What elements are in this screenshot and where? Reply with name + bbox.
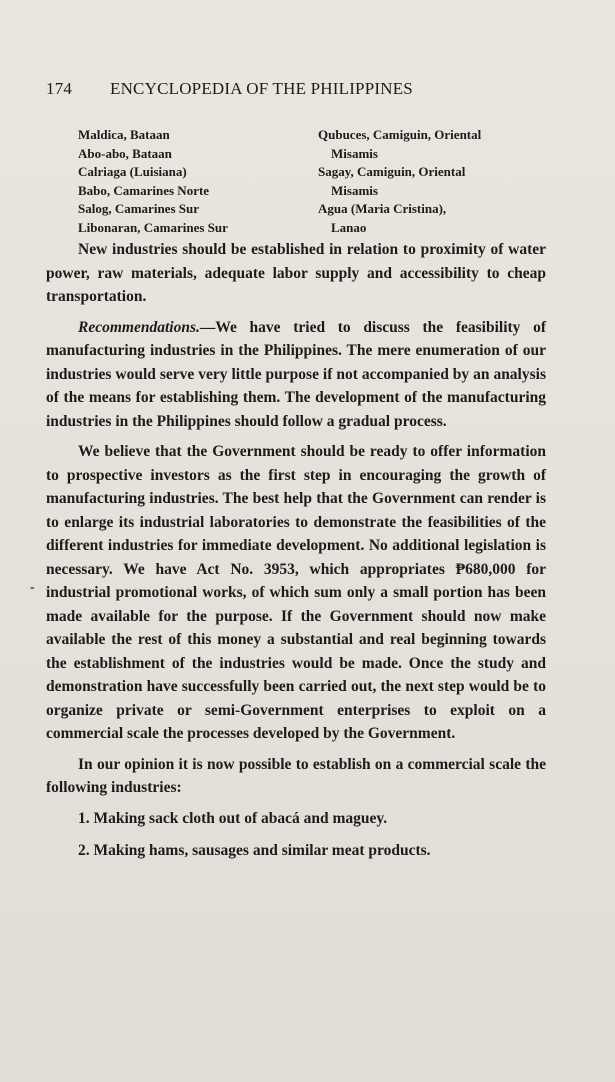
recommendations-text: —We have tried to discuss the feasibility of manufacturing industries in the Philippines. The mere enumeration of our industries would serve very little purpose if not accompanied by an analysis of the means for establishing them. The development of the manufacturing industries in the Philippines should follow a gradual process. (46, 318, 546, 430)
page-number: 174 (46, 79, 73, 98)
margin-mark: - (30, 580, 35, 595)
location-item-continued: Misamis (331, 145, 378, 161)
location-item: Calriaga (Luisiana) (78, 164, 187, 180)
location-item: Babo, Camarines Norte (78, 182, 210, 198)
paragraph-recommendations (46, 316, 546, 434)
location-item: Maldica, Bataan (78, 127, 170, 142)
recommendations-heading: Recommendations. (78, 318, 200, 336)
location-item: Salog, Camarines Sur (78, 201, 199, 217)
paragraph-industries-intro: In our opinion it is now possible to establish on a commercial scale the following industries: (46, 755, 546, 796)
body-text (46, 238, 546, 872)
location-item: Agua (Maria Cristina), (318, 201, 447, 217)
paragraph-government-role: We believe that the Government should be ready to offer information to prospective investors as the first step in encouraging the growth of manufacturing industries. The best help that the Government can render is to enlarge its industrial laboratories to demonstrate the feasibilities of the different industries for immediate development. No additional legislation is necessary. We have Act No. 3953, which appropriates ₱680,000 for industrial promotional works, of which sum only a small portion has been made available for the purpose. If the Government should now make available the rest of this money a substantial and real beginning towards the establishment of the industries would be made. Once the study and demonstration have successfully been carried out, the next step would be to organize private or semi-Government enterprises to exploit on a commercial scale the processes developed by the Government. (46, 443, 546, 742)
location-item-continued: Lanao (331, 219, 367, 235)
location-column-right (318, 126, 558, 238)
paragraph-site-criteria: New industries should be established in relation to proximity of water power, raw materials, adequate labor supply and accessibility to cheap transportation. (46, 241, 546, 305)
location-item: Abo-abo, Bataan (78, 145, 172, 161)
running-title: ENCYCLOPEDIA OF THE PHILIPPINES (110, 79, 413, 98)
industry-list-item: 1. Making sack cloth out of abacá and maguey. (78, 809, 388, 827)
location-column-left (78, 126, 303, 238)
location-item: Qubuces, Camiguin, Oriental (318, 127, 482, 142)
location-item-continued: Misamis (331, 182, 378, 198)
industry-list-item: 2. Making hams, sausages and similar meat products. (78, 842, 431, 859)
location-list (78, 126, 558, 238)
page-header (46, 79, 546, 99)
location-item: Libonaran, Camarines Sur (78, 219, 228, 235)
location-item: Sagay, Camiguin, Oriental (318, 164, 466, 180)
